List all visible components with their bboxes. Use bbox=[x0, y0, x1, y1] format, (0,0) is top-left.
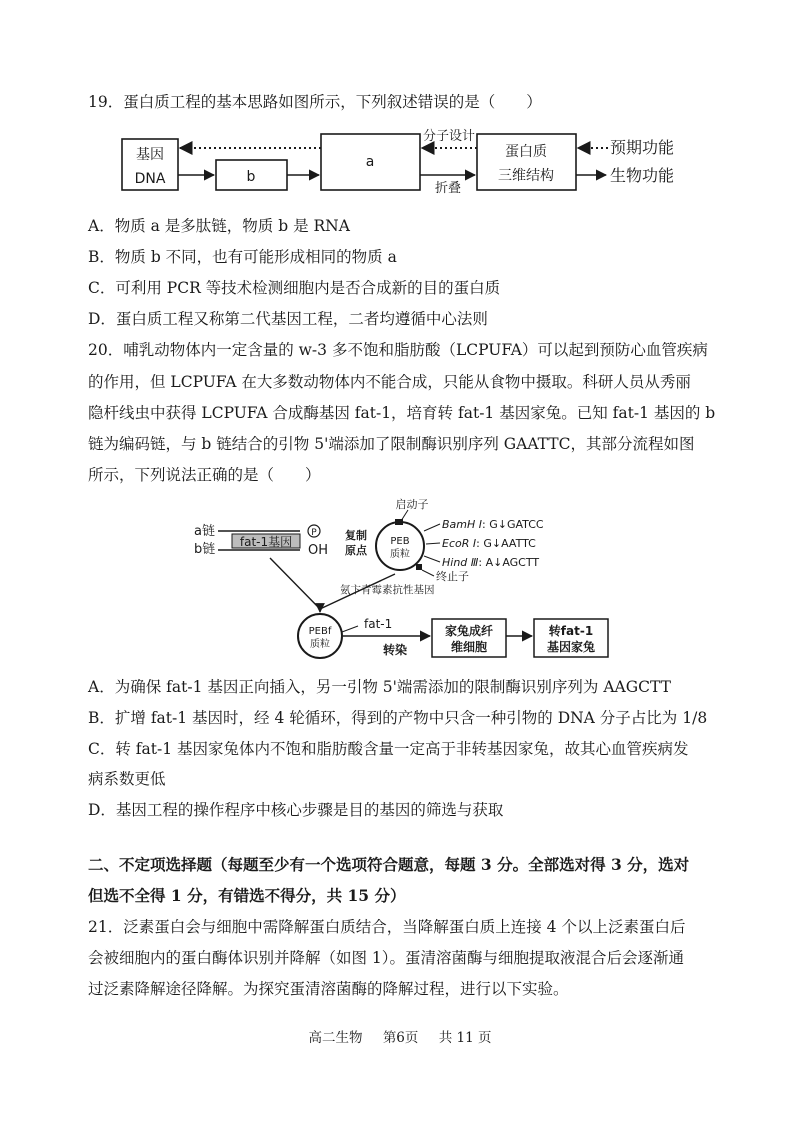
molecular-design-label: 分子设计 bbox=[422, 129, 476, 144]
fat1-gene-label: fat-1基因 bbox=[239, 535, 293, 549]
peb-label-2: 质粒 bbox=[390, 549, 410, 560]
gene-dna-label-1: 基因 bbox=[136, 147, 164, 163]
q20-stem-line-4: 链为编码链，与 b 链结合的引物 5'端添加了限制酶识别序列 GAATTC，其部分流程如图 bbox=[88, 435, 695, 453]
q21-stem-line-1: 21．泛素蛋白会与细胞中需降解蛋白质结合，当降解蛋白质上连接 4 个以上泛素蛋白后 bbox=[88, 918, 686, 936]
page-footer bbox=[0, 1026, 800, 1046]
transgenic-label-2: 基因家兔 bbox=[546, 640, 596, 654]
enzyme-bamh1: BamH Ⅰ: G↓GATCC bbox=[442, 518, 544, 531]
q20-option-d: D．基因工程的操作程序中核心步骤是目的基因的筛选与获取 bbox=[88, 801, 504, 819]
q20-option-c-continued: 病系数更低 bbox=[88, 770, 166, 788]
fat1-insert-label: fat-1 bbox=[364, 617, 393, 631]
gene-dna-label-2: DNA bbox=[134, 171, 166, 187]
box-b-label: b bbox=[246, 169, 256, 185]
q19-option-d: D．蛋白质工程又称第二代基因工程，二者均遵循中心法则 bbox=[88, 310, 488, 328]
q21-stem-line-3: 过泛素降解途径降解。为探究蛋清溶菌酶的降解过程，进行以下实验。 bbox=[88, 980, 569, 998]
section2-heading-line-1: 二、不定项选择题（每题至少有一个选项符合题意，每题 3 分。全部选对得 3 分，选对 bbox=[88, 855, 690, 874]
section2-heading-line-2: 但选不全得 1 分，有错选不得分，共 15 分） bbox=[88, 886, 406, 905]
q20-stem-line-3: 隐杆线虫中获得 LCPUFA 合成酶基因 fat-1，培育转 fat-1 基因家兔。已知 fat-1 基因的 b bbox=[88, 404, 716, 422]
transfection-label: 转染 bbox=[382, 643, 408, 657]
q19-stem: 19．蛋白质工程的基本思路如图所示，下列叙述错误的是（ ） bbox=[88, 93, 542, 111]
footer-total: 共 11 页 bbox=[438, 1030, 492, 1046]
q20-stem-line-2: 的作用，但 LCPUFA 在大多数动物体内不能合成，只能从食物中摄取。科研人员从秀丽 bbox=[88, 373, 691, 391]
footer-page: 第6页 bbox=[382, 1030, 419, 1046]
q19-option-b: B．物质 b 不同，也有可能形成相同的物质 a bbox=[88, 248, 397, 266]
q19-figure bbox=[120, 128, 700, 200]
strand-b-label: b链 bbox=[194, 542, 216, 557]
origin-label-2: 原点 bbox=[345, 544, 367, 557]
terminator-marker bbox=[416, 564, 422, 570]
q21-stem-line-2: 会被细胞内的蛋白酶体识别并降解（如图 1）。蛋清溶菌酶与细胞提取液混合后会逐渐通 bbox=[88, 949, 685, 967]
promoter-label: 启动子 bbox=[395, 498, 429, 511]
q20-figure bbox=[180, 494, 620, 666]
q20-stem-line-1: 20．哺乳动物体内一定含量的 w-3 多不饱和脂肪酸（LCPUFA）可以起到预防心血管疾病 bbox=[88, 341, 708, 359]
phosphate-label: P bbox=[311, 528, 317, 538]
expected-function-label: 预期功能 bbox=[610, 138, 675, 157]
biological-function-label: 生物功能 bbox=[610, 166, 675, 185]
fibroblast-label-2: 维细胞 bbox=[450, 640, 488, 654]
strand-a-label: a链 bbox=[194, 524, 215, 539]
protein-label-2: 三维结构 bbox=[498, 168, 554, 184]
hydroxyl-label: OH bbox=[308, 543, 329, 558]
q19-option-a: A．物质 a 是多肽链，物质 b 是 RNA bbox=[88, 217, 350, 235]
transgenic-label-1: 转fat-1 bbox=[548, 624, 594, 638]
q20-option-b: B．扩增 fat-1 基因时，经 4 轮循环，得到的产物中只含一种引物的 DNA 分子占比为 1/8 bbox=[88, 709, 708, 727]
pebf-label-2: 质粒 bbox=[310, 639, 330, 650]
pebf-label-1: PEBf bbox=[308, 626, 332, 637]
box-a-label: a bbox=[365, 154, 375, 170]
folding-label: 折叠 bbox=[434, 181, 462, 196]
q20-option-c: C．转 fat-1 基因家兔体内不饱和脂肪酸含量一定高于非转基因家兔，故其心血管疾病发 bbox=[88, 740, 689, 758]
q19-option-c: C．可利用 PCR 等技术检测细胞内是否合成新的目的蛋白质 bbox=[88, 279, 501, 297]
merge-line-gene bbox=[270, 558, 320, 609]
q20-option-a: A．为确保 fat-1 基因正向插入，另一引物 5'端需添加的限制酶识别序列为 AAGCTT bbox=[88, 678, 671, 696]
origin-label-1: 复制 bbox=[345, 529, 367, 542]
peb-label-1: PEB bbox=[390, 536, 410, 547]
enzyme-hind3: Hind Ⅲ: A↓AGCTT bbox=[442, 556, 540, 569]
terminator-label: 终止子 bbox=[436, 570, 469, 583]
enzyme-ecor1: EcoR Ⅰ: G↓AATTC bbox=[442, 537, 536, 550]
q20-stem-line-5: 所示，下列说法正确的是（ ） bbox=[88, 466, 321, 484]
footer-subject: 高二生物 bbox=[308, 1030, 363, 1046]
protein-label-1: 蛋白质 bbox=[505, 144, 547, 160]
resistance-gene-label: 氨卞青霉素抗性基因 bbox=[340, 584, 435, 596]
fibroblast-label-1: 家兔成纤 bbox=[444, 624, 494, 638]
